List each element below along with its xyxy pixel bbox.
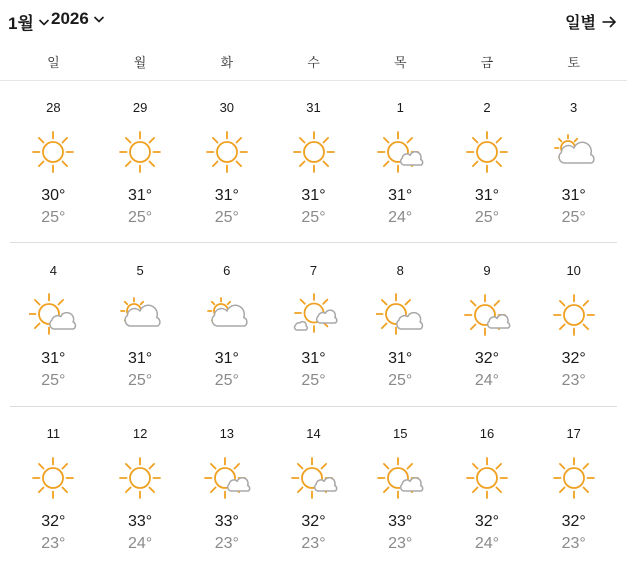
high-temp: 31°	[301, 187, 326, 204]
day-date: 8	[396, 263, 404, 278]
low-temp: 25°	[127, 372, 153, 389]
sun-cloud-icon	[29, 291, 77, 339]
day-cell[interactable]	[270, 243, 357, 406]
day-cell[interactable]	[444, 80, 531, 243]
day-date: 28	[46, 100, 61, 115]
high-temp: 33°	[127, 513, 153, 530]
day-date: 14	[306, 426, 321, 441]
day-cell[interactable]	[357, 406, 444, 569]
high-temp: 32°	[301, 513, 326, 530]
day-cell[interactable]	[183, 406, 270, 569]
day-date: 7	[309, 263, 318, 278]
sun-small-cloud-icon	[290, 454, 338, 502]
day-cell[interactable]	[183, 243, 270, 406]
day-date: 12	[132, 426, 148, 441]
day-date: 6	[223, 263, 231, 278]
day-cell[interactable]	[97, 406, 184, 569]
daily-view-label: 일별	[565, 15, 596, 32]
sun-icon	[463, 454, 511, 502]
day-cell[interactable]	[10, 406, 97, 569]
day-cell[interactable]	[357, 243, 444, 406]
low-temp: 25°	[41, 209, 66, 226]
cloud-small-sun-icon	[550, 128, 598, 176]
day-cell[interactable]	[444, 243, 531, 406]
high-temp: 32°	[474, 513, 500, 530]
sun-icon	[29, 454, 77, 502]
weekday-sun: 일	[47, 55, 60, 70]
day-cell[interactable]	[97, 80, 184, 243]
high-temp: 31°	[561, 187, 586, 204]
high-temp: 32°	[561, 350, 586, 367]
month-selector[interactable]	[8, 9, 51, 34]
sun-small-cloud-icon	[376, 454, 424, 502]
weekday-wed: 수	[307, 55, 320, 70]
low-temp: 25°	[561, 209, 586, 226]
day-date: 13	[219, 426, 235, 441]
sun-small-cloud-icon	[376, 128, 424, 176]
day-date: 5	[136, 263, 144, 278]
calendar-header	[0, 0, 627, 40]
sun-icon	[116, 128, 164, 176]
daily-view-button[interactable]	[565, 10, 617, 33]
chevron-down-icon	[92, 12, 106, 26]
high-temp: 31°	[127, 350, 153, 367]
high-temp: 31°	[41, 350, 66, 367]
day-cell[interactable]	[530, 80, 617, 243]
day-date: 2	[483, 100, 491, 115]
low-temp: 24°	[474, 372, 500, 389]
low-temp: 25°	[301, 372, 326, 389]
low-temp: 25°	[388, 372, 413, 389]
low-temp: 25°	[474, 209, 500, 226]
weekday-fri: 금	[480, 55, 494, 70]
high-temp: 31°	[214, 187, 239, 204]
sun-small-cloud-icon	[463, 291, 511, 339]
day-date: 31	[306, 100, 321, 115]
day-cell[interactable]	[357, 80, 444, 243]
low-temp: 23°	[301, 535, 326, 552]
high-temp: 33°	[214, 513, 239, 530]
high-temp: 31°	[388, 187, 413, 204]
high-temp: 30°	[41, 187, 66, 204]
day-cell[interactable]	[10, 80, 97, 243]
week-divider	[10, 242, 617, 243]
sun-icon	[116, 454, 164, 502]
day-date: 10	[566, 263, 581, 278]
week-row	[10, 406, 617, 569]
day-cell[interactable]	[10, 243, 97, 406]
sun-icon	[550, 291, 598, 339]
day-cell[interactable]	[183, 80, 270, 243]
day-date: 9	[483, 263, 491, 278]
day-date: 1	[396, 100, 404, 115]
sun-icon	[463, 128, 511, 176]
day-date: 29	[132, 100, 148, 115]
day-date: 11	[46, 426, 61, 441]
year-label: 2026	[51, 9, 89, 28]
sun-icon	[203, 128, 251, 176]
day-cell[interactable]	[444, 406, 531, 569]
week-row	[10, 80, 617, 243]
day-cell[interactable]	[97, 243, 184, 406]
low-temp: 25°	[214, 209, 239, 226]
day-date: 4	[49, 263, 57, 278]
high-temp: 31°	[214, 350, 239, 367]
day-date: 3	[570, 100, 578, 115]
high-temp: 32°	[561, 513, 586, 530]
sun-small-cloud-icon	[203, 454, 251, 502]
day-date: 16	[479, 426, 495, 441]
low-temp: 24°	[474, 535, 500, 552]
low-temp: 23°	[388, 535, 413, 552]
sun-cloud-icon	[376, 291, 424, 339]
low-temp: 24°	[127, 535, 153, 552]
high-temp: 33°	[388, 513, 413, 530]
low-temp: 23°	[561, 372, 586, 389]
high-temp: 31°	[127, 187, 153, 204]
high-temp: 32°	[474, 350, 500, 367]
weekday-header-row	[10, 52, 617, 72]
week-row	[10, 243, 617, 406]
day-date: 30	[219, 100, 235, 115]
low-temp: 23°	[214, 535, 239, 552]
sun-icon	[290, 128, 338, 176]
day-cell[interactable]	[530, 243, 617, 406]
cloud-small-sun-icon	[116, 291, 164, 339]
low-temp: 23°	[561, 535, 586, 552]
chevron-down-icon	[37, 15, 51, 29]
weekday-sat: 토	[567, 55, 580, 70]
day-date: 15	[393, 426, 408, 441]
high-temp: 32°	[41, 513, 66, 530]
low-temp: 25°	[301, 209, 326, 226]
sun-icon	[29, 128, 77, 176]
arrow-right-icon	[601, 14, 617, 30]
day-cell[interactable]	[530, 406, 617, 569]
sun-two-clouds-icon	[290, 291, 338, 339]
day-date: 17	[566, 426, 581, 441]
weekday-mon: 월	[133, 55, 147, 70]
weekday-thu: 목	[393, 55, 407, 70]
day-cell[interactable]	[270, 80, 357, 243]
high-temp: 31°	[301, 350, 326, 367]
weekday-tue: 화	[220, 55, 234, 70]
low-temp: 25°	[127, 209, 153, 226]
sun-icon	[550, 454, 598, 502]
low-temp: 23°	[41, 535, 66, 552]
high-temp: 31°	[474, 187, 500, 204]
week-divider	[10, 406, 617, 407]
low-temp: 25°	[214, 372, 239, 389]
high-temp: 31°	[388, 350, 413, 367]
day-cell[interactable]	[270, 406, 357, 569]
year-selector[interactable]	[51, 9, 106, 29]
low-temp: 25°	[41, 372, 66, 389]
low-temp: 24°	[388, 209, 413, 226]
month-label: 1월	[8, 14, 34, 33]
cloud-small-sun-icon	[203, 291, 251, 339]
